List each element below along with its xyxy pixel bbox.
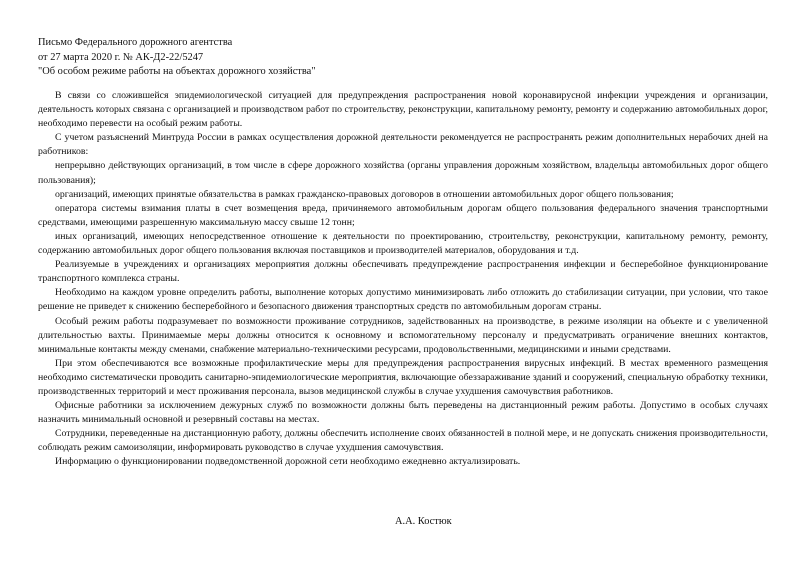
paragraph: Реализуемые в учреждениях и организациях мероприятия должны обеспечивать предупреждение распространения инфекции и бесперебойное функционирование транспортного комплекса страны. bbox=[38, 259, 768, 285]
document-body bbox=[38, 89, 768, 470]
paragraph: непрерывно действующих организаций, в том числе в сфере дорожного хозяйства (органы управления дорожным хозяйством, владельцы автомобильных дорог общего пользования); bbox=[38, 160, 768, 186]
paragraph: В связи со сложившейся эпидемиологической ситуацией для предупреждения распространения новой коронавирусной инфекции учреждения и организации, деятельность которых связана с организацией и производством работ по строительству, реконструкции, капитальному ремонту, ремонту и содержанию автомобильных дорог, необходимо перевести на особый режим работы. bbox=[38, 90, 768, 130]
document-header bbox=[38, 36, 315, 80]
paragraph: С учетом разъяснений Минтруда России в рамках осуществления дорожной деятельности рекомендуется не распространять режим дополнительных нерабочих дней на работников: bbox=[38, 132, 768, 158]
paragraph: Сотрудники, переведенные на дистанционную работу, должны обеспечить исполнение своих обязанностей в полной мере, и не допускать снижения производительности, соблюдать режим самоизоляции, информировать руководство в случае ухудшения самочувствия. bbox=[38, 428, 768, 454]
header-date-number: от 27 марта 2020 г. № АК-Д2-22/5247 bbox=[38, 51, 204, 63]
header-issuer: Письмо Федерального дорожного агентства bbox=[38, 37, 233, 48]
paragraph: оператора системы взимания платы в счет возмещения вреда, причиняемого автомобильным дорогам общего пользования федерального значения транспортными средствами, имеющими разрешенную максимальную массу свыше 12 тонн; bbox=[38, 202, 768, 228]
paragraph: Необходимо на каждом уровне определить работы, выполнение которых допустимо минимизировать либо отложить до стабилизации ситуации, при условии, что такое решение не приведет к снижению бесперебойного и безопасного движения транспортных средств по автомобильным дорогам страны. bbox=[38, 287, 768, 313]
paragraph: Офисные работники за исключением дежурных служб по возможности должны быть переведены на дистанционный режим работы. Допустимо в особых случаях назначить минимальный основной и резервный составы на местах. bbox=[38, 400, 768, 426]
paragraph: Особый режим работы подразумевает по возможности проживание сотрудников, задействованных на производстве, в режиме изоляции на объекте и с увеличенной длительностью вахты. Принимаемые меры должны относится к основному и вспомогательному персоналу и предусматривать ограничение внешних контактов, минимальные контакты между сменами, снабжение материально-техническими ресурсами, продовольственными, медицинскими и иными средствами. bbox=[38, 315, 768, 355]
paragraph: Информацию о функционировании подведомственной дорожной сети необходимо ежедневно актуализировать. bbox=[55, 456, 521, 468]
header-subject: "Об особом режиме работы на объектах дорожного хозяйства" bbox=[38, 66, 316, 77]
paragraph: При этом обеспечиваются все возможные профилактические меры для предупреждения распространения вирусных инфекций. В местах временного размещения необходимо систематически проводить санитарно-эпидемиологические мероприятия, включающие обеззараживание зданий и сооружений, специальную обработку техники, производственных территорий и мест проживания персонала, вызов медицинской службы в случае ухудшения самочувствия работников. bbox=[38, 357, 768, 397]
signature: А.А. Костюк bbox=[395, 516, 452, 527]
paragraph: организаций, имеющих принятые обязательства в рамках гражданско-правовых договоров в отношении автомобильных дорог общего пользования; bbox=[55, 188, 674, 200]
paragraph: иных организаций, имеющих непосредственное отношение к деятельности по проектированию, строительству, реконструкции, капитальному ремонту, ремонту, содержанию автомобильных дорог общего пользования включая поставщиков и производителей материалов, оборудования и т.д. bbox=[38, 230, 768, 257]
